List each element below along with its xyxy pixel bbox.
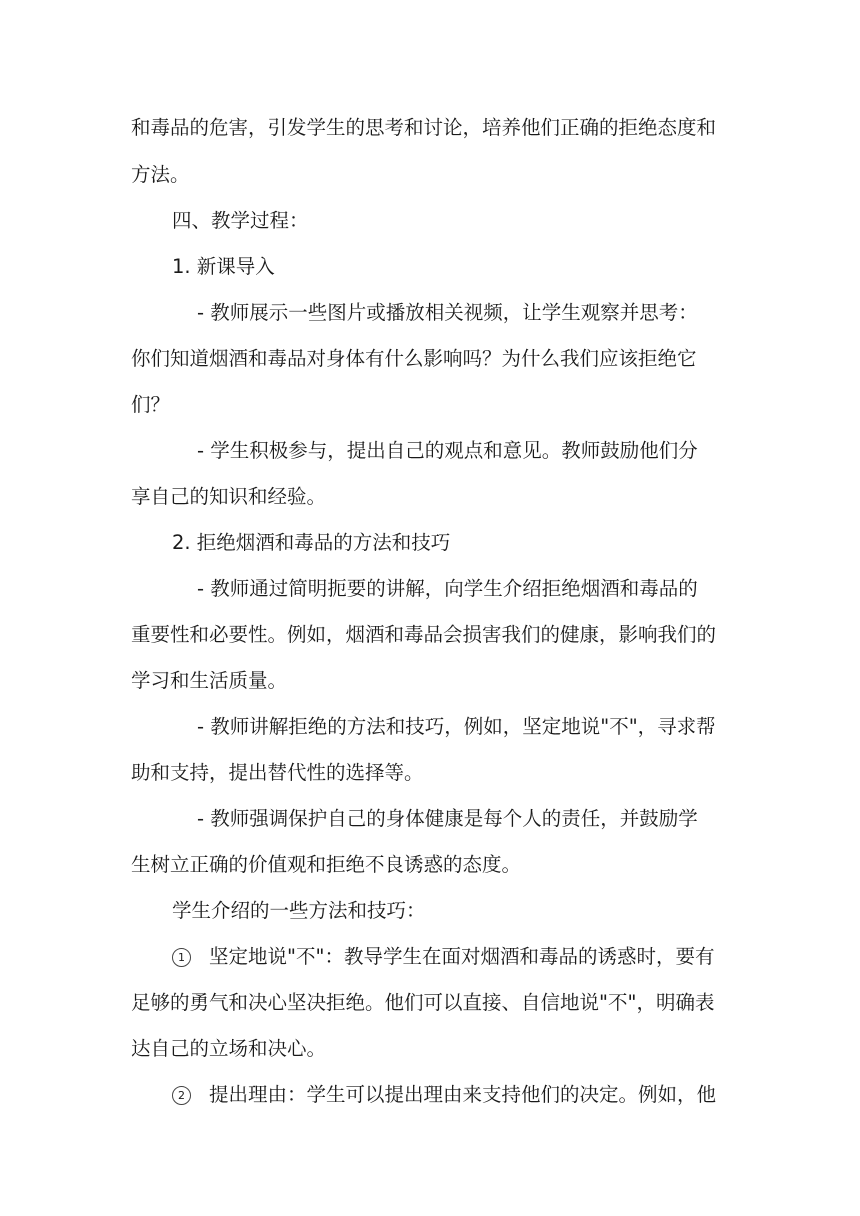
paragraph-line: 学习和生活质量。 — [131, 669, 288, 692]
paragraph-line: 足够的勇气和决心坚决拒绝。他们可以直接、自信地说"不"，明确表 — [131, 991, 715, 1014]
subsection-heading: 2. 拒绝烟酒和毒品的方法和技巧 — [172, 531, 451, 554]
paragraph-line: 学生介绍的一些方法和技巧： — [172, 899, 426, 922]
paragraph-line: 们？ — [131, 393, 171, 416]
numbered-item — [172, 1079, 716, 1110]
paragraph-line: 重要性和必要性。例如，烟酒和毒品会损害我们的健康，影响我们的 — [131, 623, 717, 646]
paragraph-line: 生树立正确的价值观和拒绝不良诱惑的态度。 — [131, 853, 522, 876]
paragraph-line: 助和支持，提出替代性的选择等。 — [131, 761, 424, 784]
paragraph-line: 方法。 — [131, 163, 190, 186]
numbered-item-text: 坚定地说"不"：教导学生在面对烟酒和毒品的诱惑时，要有 — [209, 945, 715, 968]
paragraph-line: 你们知道烟酒和毒品对身体有什么影响吗？为什么我们应该拒绝它 — [131, 347, 697, 370]
paragraph-line: 享自己的知识和经验。 — [131, 485, 327, 508]
subsection-heading: 1. 新课导入 — [172, 255, 275, 278]
paragraph-line: 和毒品的危害，引发学生的思考和讨论，培养他们正确的拒绝态度和 — [131, 116, 717, 139]
circled-number-1: 1 — [172, 948, 191, 967]
bullet-line: - 教师讲解拒绝的方法和技巧，例如，坚定地说"不"，寻求帮 — [197, 715, 716, 738]
bullet-line: - 教师强调保护自己的身体健康是每个人的责任，并鼓励学 — [197, 807, 698, 830]
paragraph-line: 达自己的立场和决心。 — [131, 1037, 327, 1060]
bullet-line: - 学生积极参与，提出自己的观点和意见。教师鼓励他们分 — [197, 439, 698, 462]
section-heading: 四、教学过程： — [172, 209, 309, 232]
numbered-item — [172, 941, 714, 972]
bullet-line: - 教师通过简明扼要的讲解，向学生介绍拒绝烟酒和毒品的 — [197, 577, 698, 600]
numbered-item-text: 提出理由：学生可以提出理由来支持他们的决定。例如，他 — [209, 1083, 717, 1106]
circled-number-2: 2 — [172, 1086, 191, 1105]
bullet-line: - 教师展示一些图片或播放相关视频，让学生观察并思考： — [197, 301, 698, 324]
